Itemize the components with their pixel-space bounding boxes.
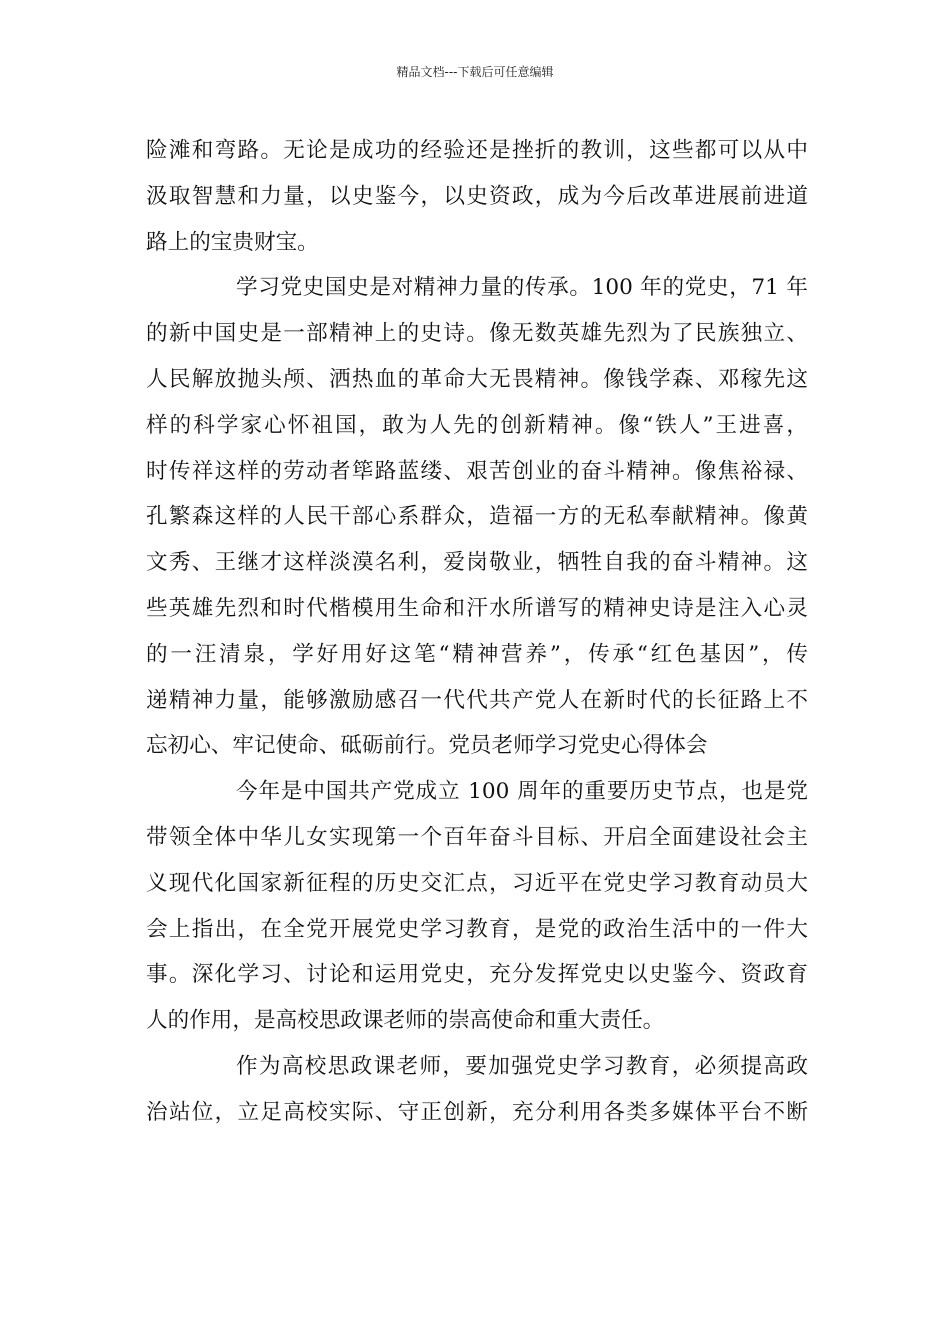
- text-line: 汲取智慧和力量，以史鉴今，以史资政，成为今后改革进展前进道: [146, 183, 808, 209]
- text-line: 文秀、王继才这样淡漠名利，爱岗敬业，牺牲自我的奋斗精神。这: [146, 550, 808, 576]
- paragraph: [146, 265, 808, 769]
- text-line: 的一汪清泉，学好用好这笔“精神营养”，传承“红色基因”，传: [146, 641, 808, 667]
- text-line: 义现代化国家新征程的历史交汇点，习近平在党史学习教育动员大: [146, 870, 808, 896]
- paragraph: [146, 128, 808, 265]
- text-line: 忘初心、牢记使命、砥砺前行。党员老师学习党史心得体会: [146, 733, 708, 759]
- text-line: 事。深化学习、讨论和运用党史，充分发挥党史以史鉴今、资政育: [146, 962, 808, 988]
- document-body: [146, 128, 808, 1136]
- text-line: 递精神力量，能够激励感召一代代共产党人在新时代的长征路上不: [146, 687, 808, 713]
- text-line: 些英雄先烈和时代楷模用生命和汗水所谱写的精神史诗是注入心灵: [146, 595, 808, 621]
- text-line: 治站位，立足高校实际、守正创新，充分利用各类多媒体平台不断: [146, 1099, 808, 1125]
- text-line: 人民解放抛头颅、洒热血的革命大无畏精神。像钱学森、邓稼先这: [146, 366, 808, 392]
- text-line: 带领全体中华儿女实现第一个百年奋斗目标、开启全面建设社会主: [146, 824, 808, 850]
- text-line: 孔繁森这样的人民干部心系群众，造福一方的无私奉献精神。像黄: [146, 504, 808, 530]
- paragraph: [146, 1044, 808, 1136]
- text-line: 今年是中国共产党成立 100 周年的重要历史节点，也是党: [236, 779, 808, 805]
- text-line: 路上的宝贵财宝。: [146, 229, 319, 255]
- page-header: 精品文档---下载后可任意编辑: [396, 65, 554, 79]
- text-line: 的新中国史是一部精神上的史诗。像无数英雄先烈为了民族独立、: [146, 321, 808, 347]
- text-line: 学习党史国史是对精神力量的传承。100 年的党史，71 年: [236, 275, 808, 301]
- text-line: 作为高校思政课老师，要加强党史学习教育，必须提高政: [236, 1053, 808, 1079]
- text-line: 时传祥这样的劳动者筚路蓝缕、艰苦创业的奋斗精神。像焦裕禄、: [146, 458, 808, 484]
- text-line: 样的科学家心怀祖国，敢为人先的创新精神。像“铁人”王进喜，: [146, 412, 808, 438]
- text-line: 险滩和弯路。无论是成功的经验还是挫折的教训，这些都可以从中: [146, 138, 808, 163]
- text-line: 人的作用，是高校思政课老师的崇高使命和重大责任。: [146, 1008, 665, 1034]
- text-line: 会上指出，在全党开展党史学习教育，是党的政治生活中的一件大: [146, 916, 808, 942]
- paragraph: [146, 769, 808, 1044]
